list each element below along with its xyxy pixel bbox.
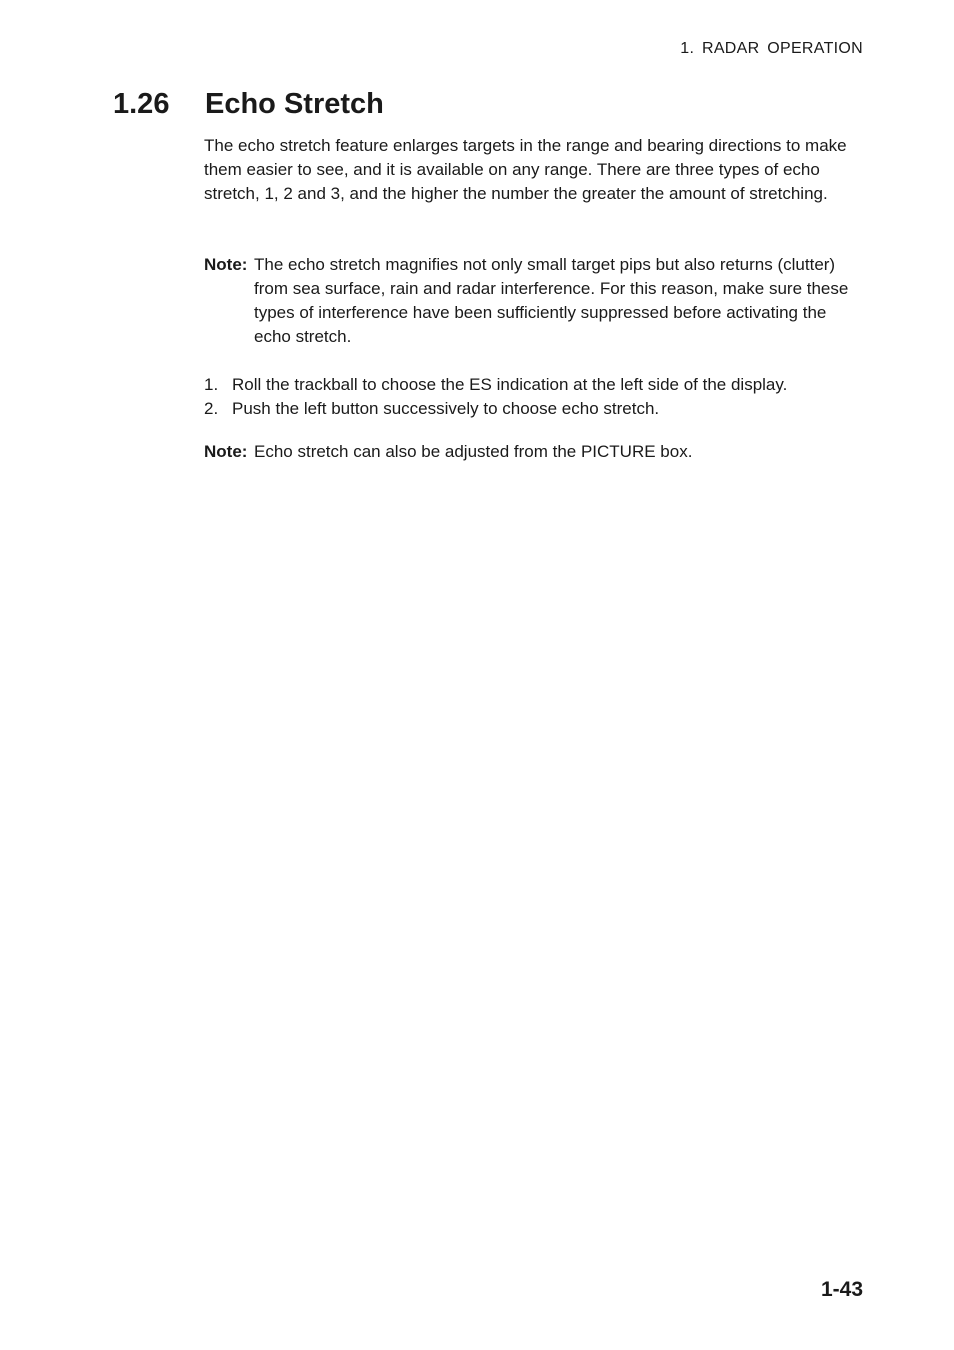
procedure-steps	[204, 373, 864, 421]
section-number: 1.26	[113, 88, 170, 120]
step-item	[204, 373, 864, 397]
note-text: Echo stretch can also be adjusted from the PICTURE box.	[254, 442, 693, 461]
note-text: The echo stretch magnifies not only small target pips but also returns (clutter) from sea surface, rain and radar interference. For this reason, make sure these types of interference have been sufficiently suppressed before activating the echo stretch.	[254, 255, 849, 346]
note-interference	[204, 253, 864, 349]
note-label: Note:	[204, 442, 248, 461]
step-number: 1.	[204, 375, 219, 394]
step-text: Roll the trackball to choose the ES indication at the left side of the display.	[232, 375, 788, 394]
section-heading	[113, 88, 384, 121]
intro-paragraph: The echo stretch feature enlarges targets in the range and bearing directions to make them easier to see, and it is available on any range. There are three types of echo stretch, 1, 2 and 3, and the higher the number the greater the amount of stretching.	[204, 136, 847, 203]
note-picture-box	[204, 440, 864, 464]
step-text: Push the left button successively to choose echo stretch.	[232, 399, 660, 418]
section-title: Echo Stretch	[205, 88, 384, 120]
step-item	[204, 397, 864, 421]
page-number: 1-43	[820, 1278, 863, 1301]
note-label: Note:	[204, 255, 248, 274]
running-header: 1. RADAR OPERATION	[680, 40, 863, 57]
step-number: 2.	[204, 399, 219, 418]
